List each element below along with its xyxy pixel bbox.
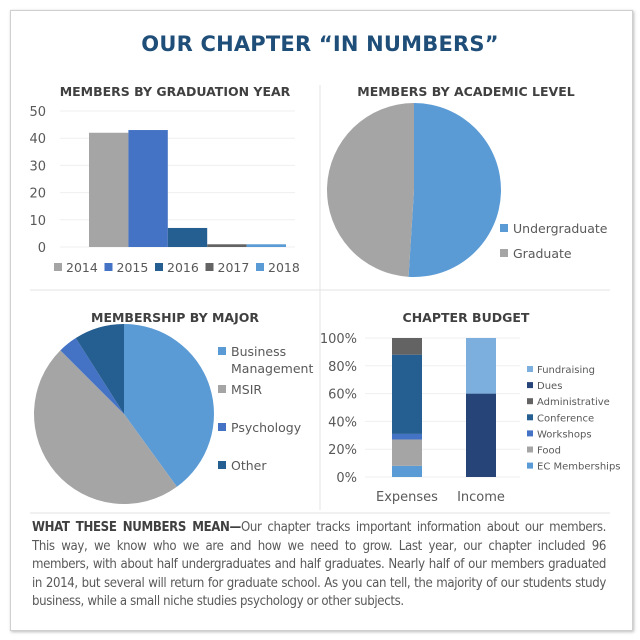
y-tick-label: 20% — [328, 443, 357, 459]
bar-segment-ec-memberships — [392, 466, 422, 477]
legend-label: Fundraising — [537, 365, 595, 376]
chart-title-budget: CHAPTER BUDGET — [402, 310, 530, 325]
legend-swatch — [527, 398, 533, 404]
budget-stacked-bar-chart — [320, 332, 621, 505]
summary-body: Our chapter tracks important information about our members. This way, we know who we are and how we need to grow. Last year, our chapter included 96 members, with about half undergraduates and half graduates. Nearly half of our members graduated in 2014, but several will return for graduate school. As you can tell, the majority of our students study business, while a small niche studies psychology or other subjects. — [32, 520, 606, 609]
legend-label: Psychology — [231, 420, 302, 435]
y-tick-label: 50 — [29, 105, 46, 120]
pie-slice-undergraduate — [409, 103, 501, 277]
legend-label: MSIR — [231, 382, 263, 397]
major-pie-chart — [34, 324, 313, 504]
legend-swatch — [218, 347, 226, 355]
academic-pie-chart — [327, 103, 608, 277]
y-tick-label: 0% — [336, 471, 357, 486]
legend-label: Conference — [537, 413, 595, 425]
chart-title-academic: MEMBERS BY ACADEMIC LEVEL — [357, 84, 575, 99]
legend-label: Other — [231, 458, 267, 473]
legend-label: Food — [537, 445, 561, 457]
x-tick-label: Expenses — [376, 490, 438, 505]
legend-swatch — [218, 461, 226, 469]
legend-swatch — [155, 263, 163, 271]
legend-swatch — [206, 263, 214, 271]
summary-paragraph — [32, 519, 606, 612]
y-tick-label: 40 — [29, 132, 46, 148]
bar-segment-food — [392, 439, 422, 465]
legend-swatch — [54, 263, 62, 271]
legend-label: 2014 — [66, 260, 98, 275]
y-tick-label: 20 — [29, 186, 46, 202]
legend-label: 2016 — [167, 260, 199, 275]
chart-title-major: MEMBERSHIP BY MAJOR — [91, 310, 259, 325]
bar-2018 — [247, 244, 286, 247]
legend-swatch — [500, 224, 508, 232]
bar-segment-workshops — [392, 434, 422, 440]
x-tick-label: Income — [457, 490, 505, 505]
legend-swatch — [527, 447, 533, 453]
bar-2017 — [207, 244, 246, 247]
legend-label: 2015 — [116, 260, 149, 275]
legend-label: Dues — [537, 381, 563, 393]
legend-label: Workshops — [537, 429, 592, 441]
bar-2014 — [89, 133, 128, 247]
y-tick-label: 80% — [328, 359, 357, 375]
legend-label: 2017 — [217, 260, 250, 275]
legend-label: Management — [231, 361, 314, 376]
legend-swatch — [500, 249, 508, 257]
bar-segment-administrative — [392, 338, 422, 355]
y-tick-label: 60% — [328, 387, 357, 403]
chart-title-graduation: MEMBERS BY GRADUATION YEAR — [59, 84, 291, 99]
legend-label: 2018 — [268, 260, 300, 275]
graduation-bar-chart — [29, 105, 299, 275]
legend-label: EC Memberships — [537, 461, 621, 473]
legend-label: Graduate — [513, 246, 572, 261]
legend-label: Undergraduate — [513, 221, 608, 236]
y-tick-label: 0 — [37, 241, 46, 256]
bar-segment-dues — [466, 394, 496, 477]
page-title: OUR CHAPTER “IN NUMBERS” — [141, 32, 499, 56]
legend-swatch — [527, 414, 533, 420]
y-tick-label: 100% — [319, 332, 357, 347]
bar-segment-conference — [392, 355, 422, 434]
bar-segment-fundraising — [466, 338, 496, 394]
legend-swatch — [527, 430, 533, 436]
legend-swatch — [527, 366, 533, 372]
legend-swatch — [105, 263, 113, 271]
bar-2016 — [168, 228, 207, 247]
legend-swatch — [527, 463, 533, 469]
summary-heading: WHAT THESE NUMBERS MEAN— — [32, 520, 241, 535]
legend-swatch — [218, 423, 226, 431]
legend-swatch — [527, 382, 533, 388]
legend-swatch — [218, 385, 226, 393]
legend-label: Business — [231, 344, 287, 359]
legend-label: Administrative — [537, 397, 610, 409]
y-tick-label: 40% — [328, 415, 357, 431]
bar-2015 — [128, 130, 167, 247]
pie-slice-graduate — [327, 103, 414, 277]
legend-swatch — [256, 263, 264, 271]
y-tick-label: 30 — [29, 159, 46, 175]
y-tick-label: 10 — [29, 213, 46, 229]
